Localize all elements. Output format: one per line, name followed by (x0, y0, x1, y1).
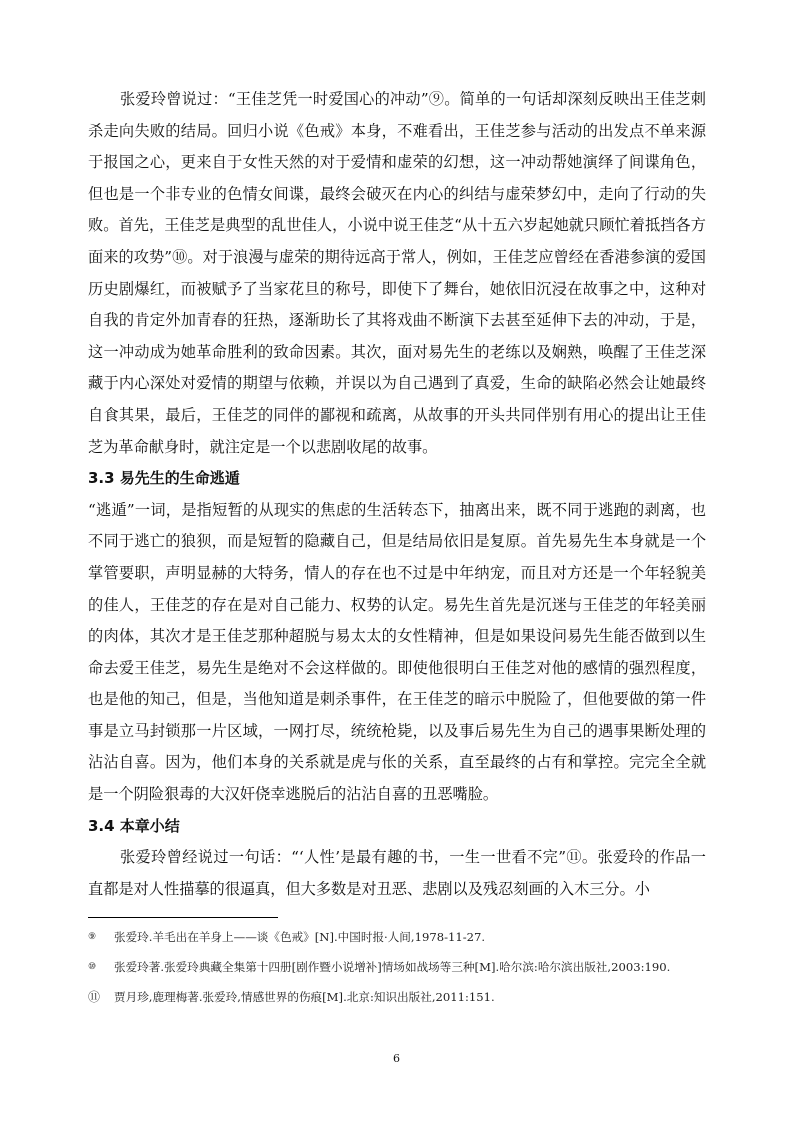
footnote-marker: ⑪ (88, 990, 101, 1004)
section-heading-3-4: 3.4 本章小结 (88, 816, 180, 835)
page-number: 6 (393, 1052, 400, 1065)
section-heading-3-3: 3.3 易先生的生命逃遁 (88, 469, 240, 488)
footnote-marker: ⑨ (88, 932, 97, 942)
footnote-9 (88, 925, 706, 949)
body-text (88, 84, 706, 905)
footnote-text: 张爱玲著.张爱玲典藏全集第十四册[剧作暨小说增补]情场如战场等三种[M].哈尔滨:哈尔滨出版社,2003:190. (114, 960, 671, 974)
footnote-text: 张爱玲.羊毛出在羊身上——谈《色戒》[N].中国时报·人间,1978-11-27. (114, 930, 486, 944)
footnote-marker: ⑩ (88, 962, 97, 972)
footnotes (88, 925, 706, 1015)
footnote-10 (88, 955, 706, 979)
paragraph-summary: 张爱玲曾经说过一句话：“‘人性’是最有趣的书，一生一世看不完”⑪。张爱玲的作品一直都是对人性描摹的很逼真，但大多数是对丑恶、悲剧以及残忍刻画的入木三分。小 (88, 848, 706, 898)
paragraph-wang-jiazhi: 张爱玲曾说过：“王佳芝凭一时爱国心的冲动”⑨。简单的一句话却深刻反映出王佳芝刺杀走向失败的结局。回归小说《色戒》本身，不难看出，王佳芝参与活动的出发点不单来源于报国之心，更来自于女性天然的对于爱情和虚荣的幻想，这一冲动帮她演绎了间谍角色，但也是一个非专业的色情女间谍，最终会破灭在内心的纠结与虚荣梦幻中，走向了行动的失败。首先，王佳芝是典型的乱世佳人，小说中说王佳芝“从十五六岁起她就只顾忙着抵挡各方面来的攻势”⑩。对于浪漫与虚荣的期待远高于常人，例如，王佳芝应曾经在香港参演的爱国历史剧爆红，而被赋予了当家花旦的称号，即使下了舞台，她依旧沉浸在故事之中，这种对自我的肯定外加青春的狂热，逐渐助长了其将戏曲不断演下去甚至延伸下去的冲动，于是，这一冲动成为她革命胜利的致命因素。其次，面对易先生的老练以及娴熟，唤醒了王佳芝深藏于内心深处对爱情的期望与依赖，并误以为自己遇到了真爱，生命的缺陷必然会让她最终自食其果，最后，王佳芝的同伴的鄙视和疏离，从故事的开头共同伴别有用心的提出让王佳芝为革命献身时，就注定是一个以悲剧收尾的故事。 (88, 90, 706, 456)
paragraph-mr-yi: “逃遁”一词，是指短暂的从现实的焦虑的生活转态下，抽离出来，既不同于逃跑的剥离，也不同于逃亡的狼狈，而是短暂的隐藏自己，但是结局依旧是复原。首先易先生本身就是一个掌管要职，声明显赫的大特务，情人的存在也不过是中年纳宠，而且对方还是一个年轻貌美的佳人，王佳芝的存在是对自己能力、权势的认定。易先生首先是沉迷与王佳芝的年轻美丽的肉体，其次才是王佳芝那种超脱与易太太的女性精神，但是如果设问易先生能否做到以生命去爱王佳芝，易先生是绝对不会这样做的。即使他很明白王佳芝对他的感情的强烈程度，也是他的知己，但是，当他知道是刺杀事件，在王佳芝的暗示中脱险了，但他要做的第一件事是立马封锁那一片区域，一网打尽，统统枪毙，以及事后易先生为自己的遇事果断处理的沾沾自喜。因为，他们本身的关系就是虎与伥的关系，直至最终的占有和掌控。完完全全就是一个阴险狠毒的大汉奸侥幸逃脱后的沾沾自喜的丑恶嘴脸。 (88, 500, 706, 804)
footnote-text: 贾月珍,鹿理梅著.张爱玲,情感世界的伤痕[M].北京:知识出版社,2011:151. (114, 990, 495, 1004)
footnote-11 (88, 985, 706, 1009)
footnote-divider (88, 917, 278, 918)
